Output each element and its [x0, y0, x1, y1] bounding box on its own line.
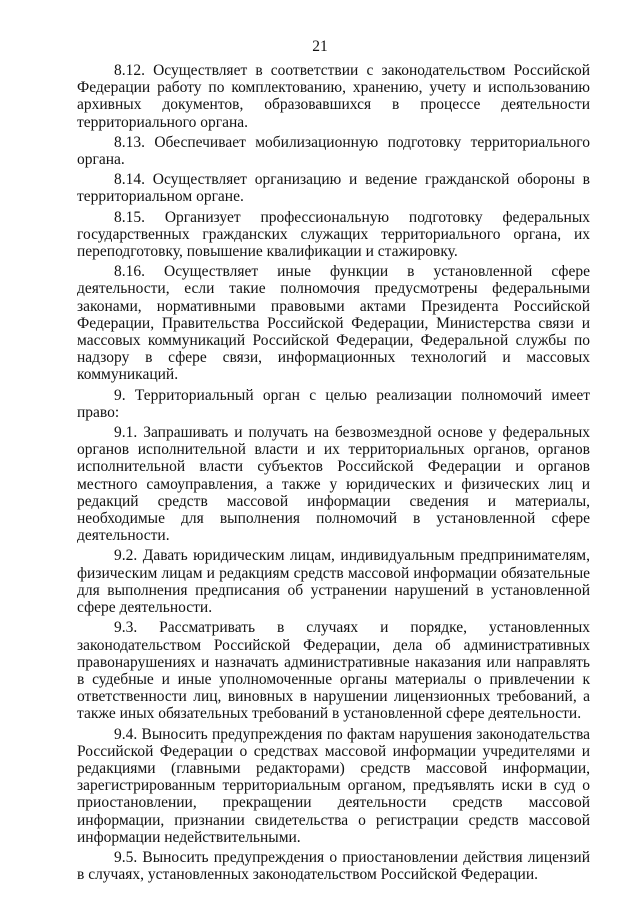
paragraph-9-4: 9.4. Выносить предупреждения по фактам нарушения законодательства Российской Федерации о средствах массовой информации учредителями и редакциями (главными редакторами) средств массовой информации, зарегистрированным территориальным органом, предъявлять иски в суд о приостановлении, прекращении деятельности средств массовой информации, признании свидетельства о регистрации средств массовой информации недействительными.	[77, 725, 590, 846]
paragraph-9-3: 9.3. Рассматривать в случаях и порядке, установленных законодательством Российской Федерации, дела об административных правонарушениях и назначать административные наказания или направлять в судебные и иные уполномоченные органы материалы о привлечении к ответственности лиц, виновных в нарушении лицензионных требований, а также иных обязательных требований в установленной сфере деятельности.	[77, 619, 590, 723]
page-number: 21	[312, 38, 328, 55]
paragraph-9-2: 9.2. Давать юридическим лицам, индивидуальным предпринимателям, физическим лицам и редакциям средств массовой информации обязательные для выполнения предписания об устранении нарушений в установленной сфере деятельности.	[77, 547, 590, 617]
paragraph-8-13: 8.13. Обеспечивает мобилизационную подготовку территориального органа.	[77, 133, 590, 169]
paragraph-8-16: 8.16. Осуществляет иные функции в установленной сфере деятельности, если такие полномочия предусмотрены федеральными законами, нормативными правовыми актами Президента Российской Федерации, Правительства Российской Федерации, Министерства связи и массовых коммуникаций Российской Федерации, Федеральной службы по надзору в сфере связи, информационных технологий и массовых коммуникаций.	[77, 263, 590, 384]
paragraph-9-1: 9.1. Запрашивать и получать на безвозмездной основе у федеральных органов исполнительной власти и их территориальных органов, органов исполнительной власти субъектов Российской Федерации и органов местного самоуправления, а также у юридических и физических лиц и редакций средств массовой информации сведения и материалы, необходимые для выполнения полномочий в установленной сфере деятельности.	[77, 424, 590, 545]
document-body	[77, 62, 590, 886]
paragraph-8-12: 8.12. Осуществляет в соответствии с законодательством Российской Федерации работу по комплектованию, хранению, учету и использованию архивных документов, образовавшихся в процессе деятельности территориального органа.	[77, 62, 590, 131]
paragraph-9-5: 9.5. Выносить предупреждения о приостановлении действия лицензий в случаях, установленных законодательством Российской Федерации.	[77, 848, 590, 884]
paragraph-8-14: 8.14. Осуществляет организацию и ведение гражданской обороны в территориальном органе.	[77, 171, 590, 206]
paragraph-9: 9. Территориальный орган с целью реализации полномочий имеет право:	[77, 386, 590, 421]
paragraph-8-15: 8.15. Организует профессиональную подготовку федеральных государственных гражданских служащих территориального органа, их переподготовку, повышение квалификации и стажировку.	[77, 208, 590, 261]
